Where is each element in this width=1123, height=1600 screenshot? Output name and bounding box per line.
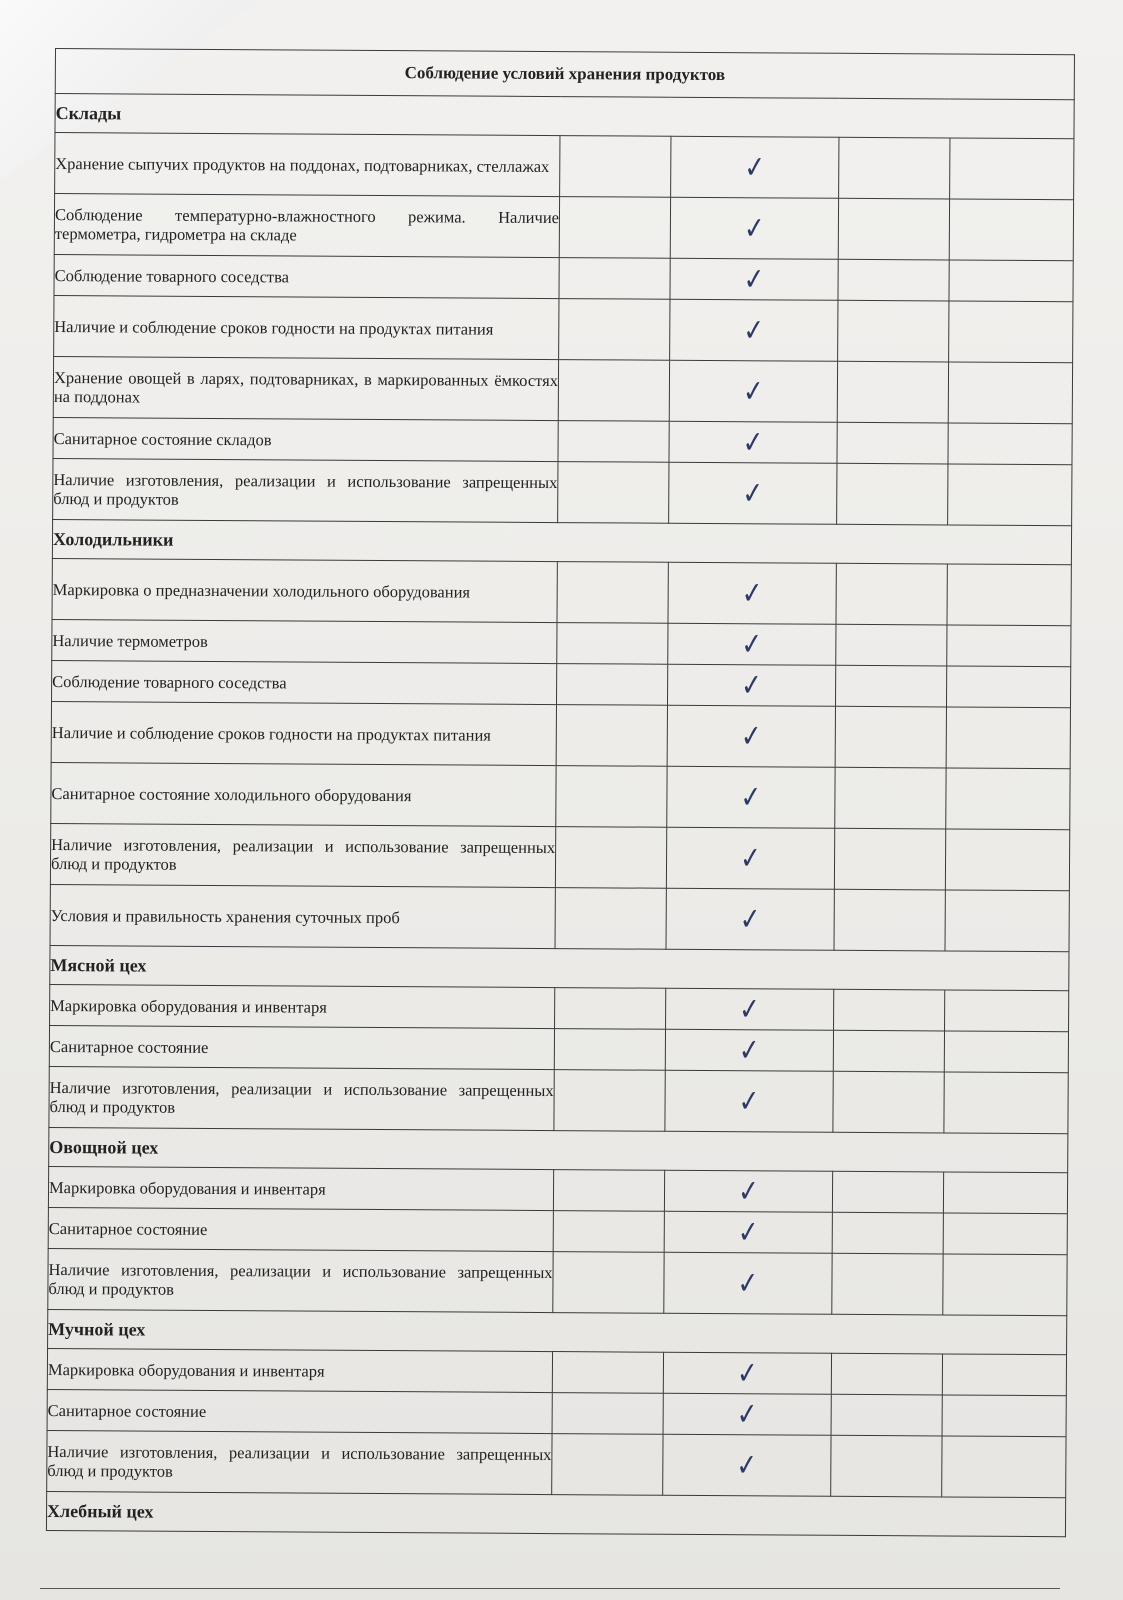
blank-cell bbox=[836, 665, 947, 707]
blank-cell bbox=[831, 1435, 942, 1497]
handwritten-checkmark: ✓ bbox=[739, 666, 764, 704]
blank-cell bbox=[948, 362, 1072, 424]
handwritten-checkmark: ✓ bbox=[740, 625, 764, 663]
checklist-item-row bbox=[55, 133, 1074, 200]
blank-cell bbox=[945, 829, 1069, 891]
blank-cell bbox=[839, 137, 950, 199]
blank-cell bbox=[944, 1072, 1068, 1134]
criterion-text: Наличие изготовления, реализации и использование запрещенных блюд и продуктов bbox=[47, 1430, 552, 1494]
section-row bbox=[49, 1127, 1068, 1172]
handwritten-checkmark: ✓ bbox=[735, 1446, 759, 1484]
handwritten-checkmark: ✓ bbox=[735, 1395, 759, 1433]
blank-cell bbox=[835, 828, 946, 890]
criterion-text: Маркировка оборудования и инвентаря bbox=[47, 1348, 552, 1392]
criterion-text: Наличие и соблюдение сроков годности на продуктах питания bbox=[51, 701, 556, 765]
blank-cell bbox=[555, 888, 666, 950]
checklist-sheet bbox=[46, 48, 1075, 1537]
section-heading: Склады bbox=[55, 94, 1074, 139]
check-cell bbox=[664, 1170, 833, 1212]
criterion-text: Маркировка оборудования и инвентаря bbox=[50, 984, 555, 1028]
check-cell bbox=[664, 1252, 833, 1314]
blank-cell bbox=[948, 423, 1072, 465]
check-cell bbox=[669, 360, 838, 422]
blank-cell bbox=[832, 1212, 943, 1254]
blank-cell bbox=[556, 705, 667, 767]
criterion-text: Маркировка о предназначении холодильного оборудования bbox=[52, 558, 557, 622]
criterion-text: Санитарное состояние холодильного оборудования bbox=[51, 762, 556, 826]
handwritten-checkmark: ✓ bbox=[736, 1264, 760, 1302]
blank-cell bbox=[555, 988, 666, 1030]
blank-cell bbox=[949, 260, 1073, 302]
criterion-text: Наличие изготовления, реализации и использование запрещенных блюд и продуктов bbox=[48, 1248, 553, 1312]
section-heading: Овощной цех bbox=[49, 1127, 1068, 1172]
blank-cell bbox=[834, 989, 945, 1031]
check-cell bbox=[670, 197, 839, 259]
blank-cell bbox=[553, 1252, 664, 1314]
blank-cell bbox=[838, 259, 949, 301]
blank-cell bbox=[557, 623, 668, 665]
blank-cell bbox=[943, 1172, 1067, 1214]
blank-cell bbox=[555, 827, 666, 889]
check-cell bbox=[664, 1211, 833, 1253]
criterion-text: Наличие термометров bbox=[52, 619, 557, 663]
check-cell bbox=[668, 562, 837, 624]
blank-cell bbox=[553, 1211, 664, 1253]
blank-cell bbox=[947, 625, 1071, 667]
blank-cell bbox=[831, 1394, 942, 1436]
checklist-item-row bbox=[53, 417, 1072, 464]
handwritten-checkmark: ✓ bbox=[735, 1354, 759, 1392]
blank-cell bbox=[558, 462, 669, 524]
checklist-item-row bbox=[47, 1389, 1066, 1436]
criterion-text: Санитарное состояние bbox=[49, 1025, 554, 1069]
checklist-item-row bbox=[52, 619, 1071, 666]
section-heading: Мясной цех bbox=[50, 945, 1069, 990]
handwritten-checkmark: ✓ bbox=[743, 149, 767, 186]
section-row bbox=[55, 94, 1074, 139]
check-cell bbox=[667, 705, 836, 767]
criterion-text: Наличие изготовления, реализации и использование запрещенных блюд и продуктов bbox=[49, 1066, 554, 1130]
blank-cell bbox=[836, 563, 947, 625]
criterion-text: Соблюдение температурно-влажностного режима. Наличие термометра, гидрометра на складе bbox=[54, 194, 559, 258]
check-cell bbox=[662, 1434, 831, 1496]
check-cell bbox=[665, 1070, 834, 1132]
checklist-item-row bbox=[53, 458, 1072, 525]
criterion-text: Наличие и соблюдение сроков годности на продуктах питания bbox=[54, 295, 559, 359]
blank-cell bbox=[838, 300, 949, 362]
handwritten-checkmark: ✓ bbox=[737, 990, 762, 1028]
blank-cell bbox=[945, 890, 1069, 952]
blank-cell bbox=[946, 768, 1070, 830]
section-row bbox=[52, 519, 1071, 564]
blank-cell bbox=[834, 889, 945, 951]
blank-cell bbox=[559, 197, 670, 259]
criterion-text: Маркировка оборудования и инвентаря bbox=[48, 1166, 553, 1210]
blank-cell bbox=[837, 361, 948, 423]
section-heading: Мучной цех bbox=[48, 1309, 1067, 1354]
check-cell bbox=[663, 1352, 832, 1394]
handwritten-checkmark: ✓ bbox=[742, 311, 766, 349]
blank-cell bbox=[556, 766, 667, 828]
handwritten-checkmark: ✓ bbox=[741, 423, 765, 461]
section-row bbox=[46, 1491, 1065, 1536]
blank-cell bbox=[943, 1254, 1067, 1316]
check-cell bbox=[663, 1393, 832, 1435]
blank-cell bbox=[946, 707, 1070, 769]
storage-conditions-table bbox=[46, 48, 1075, 1537]
criterion-text: Санитарное состояние bbox=[47, 1389, 552, 1433]
check-cell bbox=[665, 988, 834, 1030]
checklist-item-row bbox=[47, 1348, 1066, 1395]
blank-cell bbox=[944, 1031, 1068, 1073]
section-row bbox=[50, 945, 1069, 990]
blank-cell bbox=[947, 564, 1071, 626]
blank-cell bbox=[554, 1070, 665, 1132]
criterion-text: Санитарное состояние складов bbox=[53, 417, 558, 461]
checklist-item-row bbox=[52, 558, 1071, 625]
blank-cell bbox=[835, 706, 946, 768]
checklist-item-row bbox=[53, 356, 1072, 423]
blank-cell bbox=[948, 301, 1072, 363]
criterion-text: Соблюдение товарного соседства bbox=[54, 254, 559, 298]
check-cell bbox=[669, 421, 838, 463]
checklist-item-row bbox=[54, 254, 1073, 301]
checklist-item-row bbox=[47, 1430, 1066, 1497]
check-cell bbox=[670, 258, 839, 300]
checklist-item-row bbox=[48, 1166, 1067, 1213]
blank-cell bbox=[560, 136, 671, 198]
handwritten-checkmark: ✓ bbox=[737, 1031, 761, 1069]
criterion-text: Соблюдение товарного соседства bbox=[52, 660, 557, 704]
blank-cell bbox=[949, 138, 1073, 200]
check-cell bbox=[667, 664, 836, 706]
blank-cell bbox=[836, 624, 947, 666]
criterion-text: Хранение овощей в ларях, подтоварниках, в маркированных ёмкостях на поддонах bbox=[53, 356, 558, 420]
blank-cell bbox=[946, 666, 1070, 708]
handwritten-checkmark: ✓ bbox=[741, 372, 765, 410]
blank-cell bbox=[835, 767, 946, 829]
section-heading: Холодильники bbox=[52, 519, 1071, 564]
checklist-item-row bbox=[48, 1248, 1067, 1315]
handwritten-checkmark: ✓ bbox=[742, 210, 766, 247]
handwritten-checkmark: ✓ bbox=[739, 717, 763, 755]
blank-cell bbox=[837, 422, 948, 464]
handwritten-checkmark: ✓ bbox=[739, 778, 763, 816]
check-cell bbox=[665, 1029, 834, 1071]
blank-cell bbox=[832, 1253, 943, 1315]
blank-cell bbox=[559, 258, 670, 300]
blank-cell bbox=[942, 1395, 1066, 1437]
checklist-item-row bbox=[54, 295, 1073, 362]
checklist-item-row bbox=[49, 1066, 1068, 1133]
checklist-item-row bbox=[50, 984, 1069, 1031]
section-row bbox=[48, 1309, 1067, 1354]
handwritten-checkmark: ✓ bbox=[738, 900, 762, 938]
blank-cell bbox=[554, 1029, 665, 1071]
blank-cell bbox=[949, 199, 1073, 261]
blank-cell bbox=[552, 1434, 663, 1496]
blank-cell bbox=[838, 198, 949, 260]
checklist-item-row bbox=[51, 701, 1070, 768]
handwritten-checkmark: ✓ bbox=[741, 474, 765, 512]
handwritten-checkmark: ✓ bbox=[738, 839, 763, 877]
blank-cell bbox=[553, 1170, 664, 1212]
check-cell bbox=[666, 888, 835, 950]
blank-cell bbox=[831, 1353, 942, 1395]
check-cell bbox=[669, 299, 838, 361]
check-cell bbox=[668, 462, 837, 524]
blank-cell bbox=[558, 360, 669, 422]
blank-cell bbox=[552, 1352, 663, 1394]
blank-cell bbox=[557, 664, 668, 706]
blank-cell bbox=[833, 1071, 944, 1133]
blank-cell bbox=[558, 421, 669, 463]
handwritten-checkmark: ✓ bbox=[737, 1082, 761, 1120]
blank-cell bbox=[942, 1354, 1066, 1396]
checklist-item-row bbox=[51, 762, 1070, 829]
checklist-item-row bbox=[50, 884, 1069, 951]
criterion-text: Условия и правильность хранения суточных проб bbox=[50, 884, 555, 948]
checklist-item-row bbox=[50, 823, 1069, 890]
checklist-item-row bbox=[49, 1025, 1068, 1072]
page-bottom-rule bbox=[40, 1588, 1060, 1589]
section-heading: Хлебный цех bbox=[46, 1491, 1065, 1536]
checklist-item-row bbox=[52, 660, 1071, 707]
checklist-item-row bbox=[48, 1207, 1067, 1254]
criterion-text: Санитарное состояние bbox=[48, 1207, 553, 1251]
check-cell bbox=[668, 623, 837, 665]
criterion-text: Наличие изготовления, реализации и использование запрещенных блюд и продуктов bbox=[50, 823, 555, 887]
check-cell bbox=[666, 827, 835, 889]
check-cell bbox=[670, 136, 839, 198]
blank-cell bbox=[559, 299, 670, 361]
blank-cell bbox=[943, 1213, 1067, 1255]
handwritten-checkmark: ✓ bbox=[742, 260, 766, 298]
handwritten-checkmark: ✓ bbox=[736, 1213, 760, 1251]
criterion-text: Наличие изготовления, реализации и использование запрещенных блюд и продуктов bbox=[53, 458, 558, 522]
blank-cell bbox=[833, 1030, 944, 1072]
table-title-row bbox=[55, 49, 1074, 100]
blank-cell bbox=[942, 1436, 1066, 1498]
blank-cell bbox=[833, 1171, 944, 1213]
handwritten-checkmark: ✓ bbox=[736, 1172, 761, 1210]
criterion-text: Хранение сыпучих продуктов на поддонах, подтоварниках, стеллажах bbox=[55, 133, 560, 197]
checklist-item-row bbox=[54, 194, 1073, 261]
handwritten-checkmark: ✓ bbox=[740, 574, 764, 612]
blank-cell bbox=[837, 463, 948, 525]
table-title: Соблюдение условий хранения продуктов bbox=[55, 49, 1074, 100]
blank-cell bbox=[944, 990, 1068, 1032]
blank-cell bbox=[557, 562, 668, 624]
blank-cell bbox=[947, 464, 1071, 526]
blank-cell bbox=[552, 1393, 663, 1435]
check-cell bbox=[667, 766, 836, 828]
